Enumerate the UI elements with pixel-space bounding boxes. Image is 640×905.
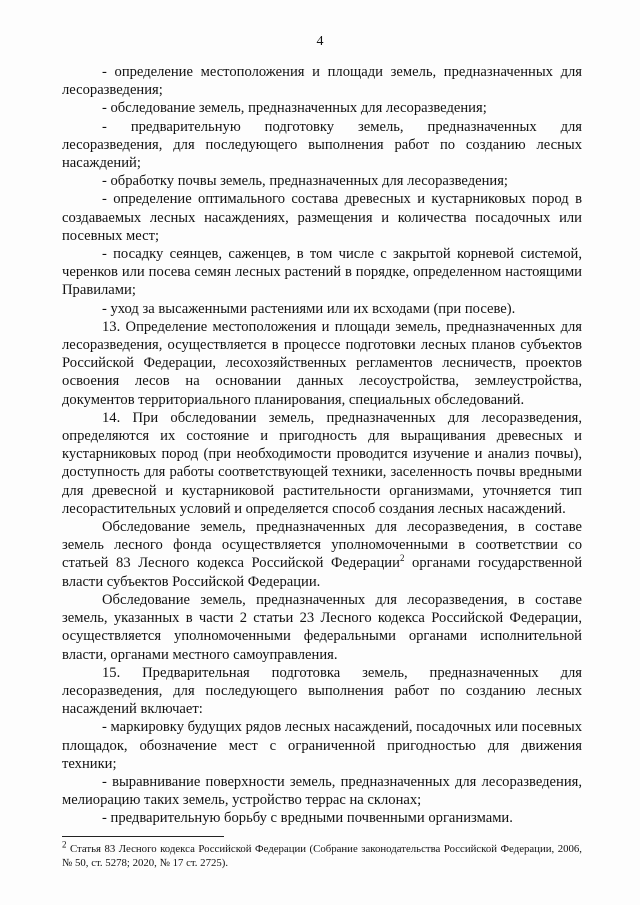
paragraph: 15. Предварительная подготовка земель, предназначенных для лесоразведения, для последующего выполнения работ по созданию лесных насаждений включает:: [62, 664, 582, 718]
paragraph: 14. При обследовании земель, предназначенных для лесоразведения, определяются их состояние и пригодность для выращивания древесных и кустарниковых пород (при необходимости проводится изучение и анализ почвы), доступность для работы соответствующей техники, заселенность почвы вредными для древесной и кустарниковой растительности организмами, уточняется тип лесорастительных условий и определяется способ создания лесных насаждений.: [62, 409, 582, 517]
paragraph: - определение оптимального состава древесных и кустарниковых пород в создаваемых лесных насаждениях, размещения и количества посадочных или посевных мест;: [62, 191, 582, 244]
page-number: 4: [316, 34, 324, 49]
footnote-separator: [62, 836, 224, 837]
paragraph: - выравнивание поверхности земель, предназначенных для лесоразведения, мелиорацию таких земель, устройство террас на склонах;: [62, 773, 582, 809]
paragraph-text: органами государственной власти субъектов Российской Федерации.: [62, 555, 582, 590]
paragraph: - обследование земель, предназначенных для лесоразведения;: [102, 100, 487, 117]
paragraph: - посадку сеянцев, саженцев, в том числе с закрытой корневой системой, черенков или посева семян лесных растений в порядке, определенном настоящими Правилами;: [62, 246, 582, 299]
paragraph: - предварительную подготовку земель, предназначенных для лесоразведения, для последующего выполнения работ по созданию лесных насаждений;: [62, 118, 582, 172]
footnote-text: Статья 83 Лесного кодекса Российской Федерации (Собрание законодательства Российской Федерации, 2006, № 50, ст. 5278; 2020, № 17 ст. 2725).: [62, 843, 582, 869]
paragraph: Обследование земель, предназначенных для лесоразведения, в составе земель, указанных в части 2 статьи 23 Лесного кодекса Российской Федерации, осуществляется уполномоченными федеральными органами исполнительной власти, органами местного самоуправления.: [62, 591, 582, 663]
footnote: [62, 839, 582, 870]
paragraph-text: Обследование земель, предназначенных для лесоразведения, в составе земель лесного фонда осуществляется уполномоченными в соответствии со статьей 83 Лесного кодекса Российской Федерации: [62, 519, 582, 572]
paragraph: 13. Определение местоположения и площади земель, предназначенных для лесоразведения, осуществляется в процессе подготовки лесных планов субъектов Российской Федерации, лесохозяйственных регламентов лесничеств, проектов освоения лесов на основании данных лесоустройства, землеустройства, документов территориального планирования, специальных обследований.: [62, 318, 582, 408]
paragraph: - предварительную борьбу с вредными почвенными организмами.: [102, 810, 513, 827]
paragraph: - определение местоположения и площади земель, предназначенных для лесоразведения;: [62, 64, 582, 99]
document-body: [62, 63, 582, 828]
paragraph: - маркировку будущих рядов лесных насаждений, посадочных или посевных площадок, обозначение мест с ограниченной пригодностью для движения техники;: [62, 719, 582, 772]
footnote-mark: 2: [62, 839, 67, 850]
paragraph: - уход за высаженными растениями или их всходами (при посеве).: [102, 300, 516, 317]
paragraph-with-footnote: [62, 518, 582, 591]
footnote-reference: 2: [399, 553, 405, 564]
paragraph: - обработку почвы земель, предназначенных для лесоразведения;: [102, 173, 508, 190]
